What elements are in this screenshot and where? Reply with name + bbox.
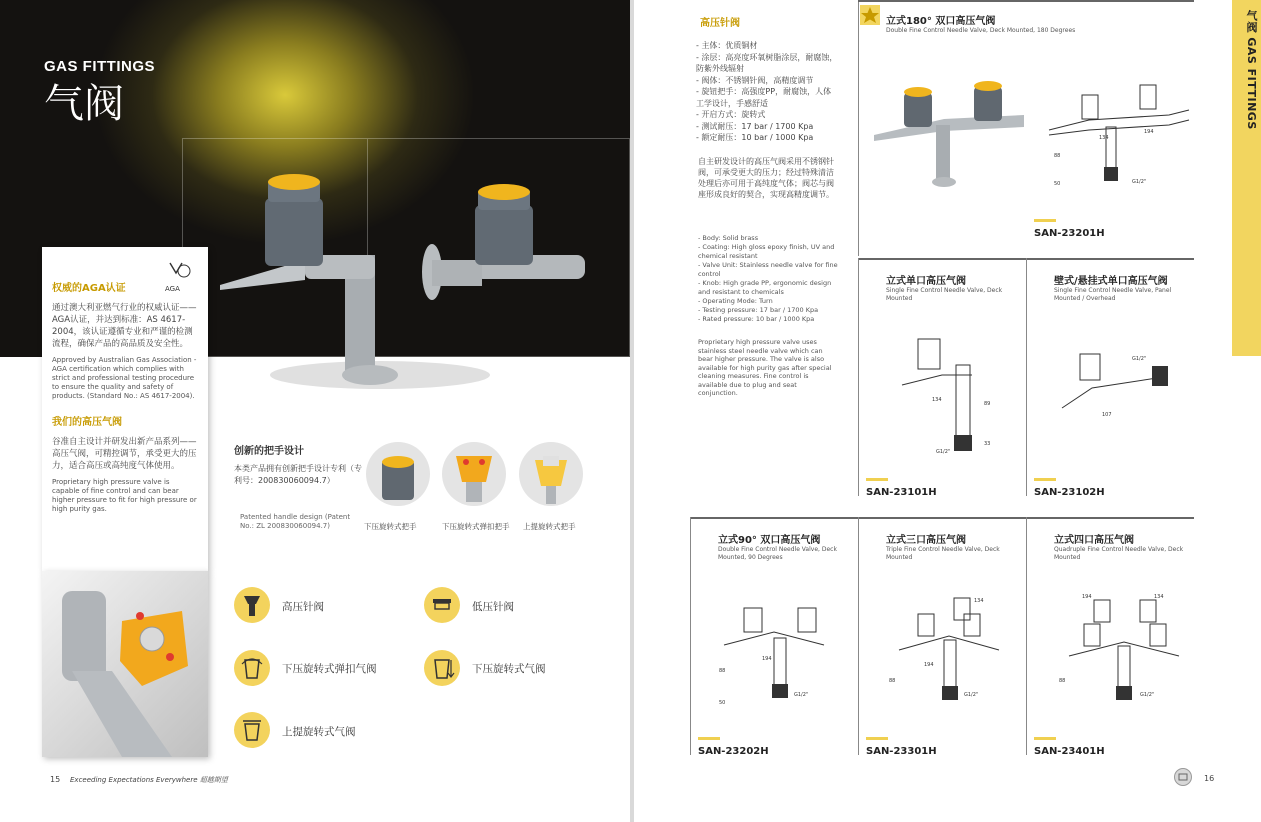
svg-text:88: 88 [1059, 678, 1066, 684]
spec-item: - 涂层：高亮度环氧树脂涂层，耐腐蚀，防紫外线辐射 [696, 52, 838, 75]
code-marker [866, 478, 888, 481]
code-marker [866, 737, 888, 740]
high-pressure-needle-valve-icon [234, 587, 270, 623]
svg-text:134: 134 [974, 598, 984, 604]
spec-item-en: - Rated pressure: 10 bar / 1000 Kpa [698, 315, 838, 324]
svg-text:194: 194 [1082, 594, 1092, 600]
svg-text:89: 89 [984, 401, 991, 407]
handle-closeup-illustration [42, 571, 208, 757]
product-code: SAN-23102H [1034, 487, 1105, 498]
cell-divider [690, 517, 691, 755]
our-valve-heading: 我们的高压气阀 [52, 417, 122, 428]
spec-item: - 旋钮把手：高强度PP，耐腐蚀，人体工学设计，手感舒适 [696, 86, 838, 109]
spec-item-en: - Valve Unit: Stainless needle valve for fine control [698, 261, 838, 279]
product-code: SAN-23101H [866, 487, 937, 498]
product-title: 立式三口高压气阀 [886, 535, 966, 546]
product-drawing-23101h [902, 335, 1012, 460]
product-subtitle: Double Fine Control Needle Valve, Deck Mounted, 180 Degrees [886, 27, 1076, 34]
svg-text:194: 194 [924, 662, 934, 668]
spec-item-en: - Knob: High grade PP, ergonomic design and resistant to chemicals [698, 279, 838, 297]
svg-text:G1/2": G1/2" [964, 692, 979, 698]
spec-item: - 测试耐压：17 bar / 1700 Kpa [696, 121, 838, 133]
svg-text:G1/2": G1/2" [1140, 692, 1155, 698]
product-code: SAN-23201H [1034, 228, 1105, 239]
spec-item-en: - Operating Mode: Turn [698, 297, 838, 306]
svg-text:134: 134 [932, 397, 942, 403]
product-code: SAN-23301H [866, 746, 937, 757]
spec-list-cn [696, 40, 838, 144]
product-title: 立式四口高压气阀 [1054, 535, 1134, 546]
cell-divider [1026, 517, 1027, 755]
svg-text:88: 88 [1054, 153, 1061, 159]
aga-info-card [42, 247, 208, 571]
product-drawing-23202h [714, 600, 844, 710]
svg-text:194: 194 [762, 656, 772, 662]
spec-item: - 主体：优质铜材 [696, 40, 838, 52]
spec-item-en: - Testing pressure: 17 bar / 1700 Kpa [698, 306, 838, 315]
handle-photo-press-turn [366, 442, 430, 506]
spec-item: - 阀体：不锈钢针阀，高精度调节 [696, 75, 838, 87]
aga-certification-logo [160, 259, 198, 295]
legend-label: 上提旋转式气阀 [282, 726, 356, 738]
spec-list-en [698, 234, 838, 324]
cell-divider [858, 517, 859, 755]
svg-text:50: 50 [1054, 181, 1061, 187]
product-subtitle: Triple Fine Control Needle Valve, Deck Mounted [886, 546, 1000, 561]
spec-paragraph-cn: 自主研发设计的高压气阀采用不锈钢针阀，可承受更大的压力；经过特殊清洁处理后亦可用于高纯度气体；阀芯与阀座形成良好的契合，实现高精度调节。 [698, 157, 834, 199]
hero-valve-illustration [210, 170, 610, 400]
code-marker [698, 737, 720, 740]
legend-label: 下压旋转式弹扣气阀 [282, 663, 377, 675]
product-code: SAN-23202H [698, 746, 769, 757]
product-subtitle: Single Fine Control Needle Valve, Panel Mounted / Overhead [1054, 287, 1172, 302]
product-title: 立式180° 双口高压气阀 [886, 16, 996, 27]
svg-text:AGA: AGA [165, 285, 180, 293]
svg-text:G1/2": G1/2" [1132, 356, 1147, 362]
aga-description-cn: 通过澳大利亚燃气行业的权威认证——AGA认证，并达到标准：AS 4617-2004，该认证遵循专业和严谨的检测流程，确保产品的高品质及安全性。 [52, 303, 197, 349]
press-turn-valve-icon [424, 650, 460, 686]
spec-title: 高压针阀 [700, 18, 740, 29]
spec-item: - 额定耐压：10 bar / 1000 Kpa [696, 132, 838, 144]
product-title: 立式单口高压气阀 [886, 276, 966, 287]
legend-label: 低压针阀 [472, 601, 514, 613]
svg-text:134: 134 [1154, 594, 1164, 600]
legend-label: 下压旋转式气阀 [472, 663, 546, 675]
handle-caption: 下压旋转式把手 [364, 522, 417, 531]
product-drawing-23301h [884, 590, 1014, 710]
aga-heading: 权威的AGA认证 [52, 283, 126, 294]
svg-text:33: 33 [984, 441, 991, 447]
svg-text:134: 134 [1099, 135, 1109, 141]
spec-item-en: - Coating: High gloss epoxy finish, UV and chemical resistant [698, 243, 838, 261]
section-title-cn: 气阀 [44, 81, 124, 127]
handle-design-text-en: Patented handle design (Patent No.: ZL 200830060094.7) [240, 513, 351, 530]
cell-top-line [858, 0, 1194, 2]
featured-star-icon [860, 5, 880, 25]
handle-caption: 上提旋转式把手 [523, 522, 576, 531]
spec-item-en: - Body: Solid brass [698, 234, 838, 243]
spec-item: - 开启方式：旋转式 [696, 109, 838, 121]
svg-text:107: 107 [1102, 412, 1112, 418]
code-marker [1034, 478, 1056, 481]
handle-photo-lift-turn [519, 442, 583, 506]
product-subtitle: Double Fine Control Needle Valve, Deck Mounted, 90 Degrees [718, 546, 837, 561]
handle-photo-press-turn-snap [442, 442, 506, 506]
product-drawing-23201h [1044, 75, 1194, 190]
code-marker [1034, 219, 1056, 222]
cell-divider [858, 0, 859, 256]
footer-slogan: Exceeding Expectations Everywhere 超越期望 [70, 776, 228, 784]
svg-text:194: 194 [1144, 129, 1154, 135]
product-subtitle: Quadruple Fine Control Needle Valve, Deck Mounted [1054, 546, 1184, 561]
product-subtitle: Single Fine Control Needle Valve, Deck Mounted [886, 287, 1003, 302]
legend-label: 高压针阀 [282, 601, 324, 613]
right-page [634, 0, 1261, 822]
svg-text:50: 50 [719, 700, 726, 706]
cell-top-line [690, 517, 1194, 519]
code-marker [1034, 737, 1056, 740]
handle-caption: 下压旋转式弹扣把手 [442, 522, 510, 531]
cell-divider [858, 258, 859, 496]
svg-text:88: 88 [719, 668, 726, 674]
svg-text:G1/2": G1/2" [1132, 179, 1147, 185]
lift-turn-valve-icon [234, 712, 270, 748]
spec-paragraph-en: Proprietary high pressure valve uses stainless steel needle valve which can bear higher pressure. The valve is also available for high purity gas after special cleaning measures. Fine control is available due to plug and seat conjunction. [698, 338, 832, 397]
page-number: 16 [1204, 774, 1215, 783]
svg-text:88: 88 [889, 678, 896, 684]
our-valve-description-en: Proprietary high pressure valve is capable of fine control and can bear higher pressure to fit for high pressure or high purity gas. [52, 478, 197, 513]
product-title: 立式90° 双口高压气阀 [718, 535, 821, 546]
product-drawing-23102h [1062, 350, 1182, 420]
handle-design-title: 创新的把手设计 [234, 446, 304, 457]
our-valve-description-cn: 谷准自主设计并研发出新产品系列——高压气阀，可精控调节，承受更大的压力，适合高压或高纯度气体使用。 [52, 437, 197, 471]
low-pressure-needle-valve-icon [424, 587, 460, 623]
brand-logo-icon [1174, 768, 1192, 786]
product-title: 壁式/悬挂式单口高压气阀 [1054, 276, 1168, 287]
aga-description-en: Approved by Australian Gas Association - AGA certification which complies with strict and professional testing procedure to ensure the quality and safety of products. (Standard No.: AS 4617-2004). [52, 356, 197, 400]
page-number: 15 [50, 775, 61, 784]
section-title-en: GAS FITTINGS [44, 58, 155, 75]
handle-design-text: 本类产品拥有创新把手设计专利（专利号：200830060094.7） [234, 464, 362, 485]
svg-text:G1/2": G1/2" [936, 449, 951, 455]
left-page [0, 0, 630, 822]
press-turn-snap-valve-icon [234, 650, 270, 686]
svg-text:G1/2": G1/2" [794, 692, 809, 698]
product-drawing-23401h [1054, 590, 1189, 710]
handle-closeup-photo [42, 571, 208, 757]
cell-divider [1026, 258, 1027, 496]
product-photo-23201h [874, 75, 1034, 190]
product-code: SAN-23401H [1034, 746, 1105, 757]
section-sidebar-label: 气阀 GAS FITTINGS [1245, 10, 1258, 130]
